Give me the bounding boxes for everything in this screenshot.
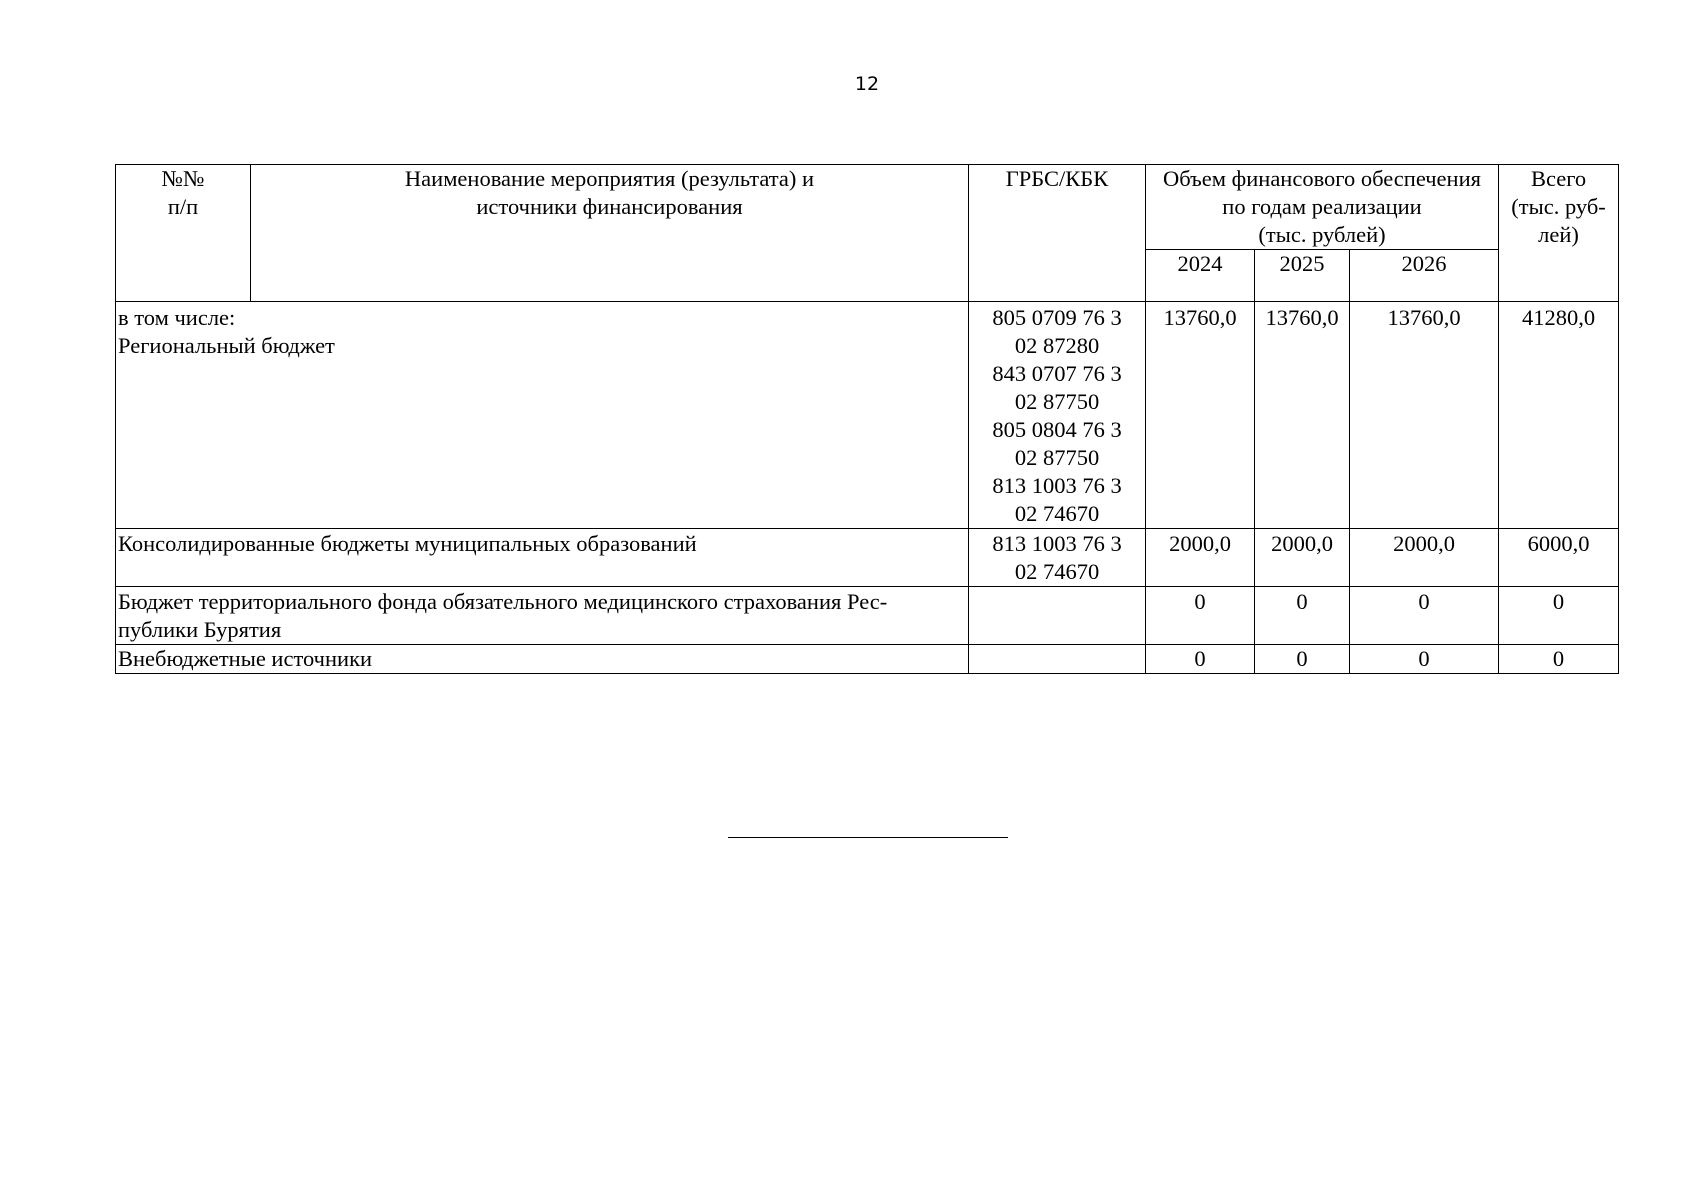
row-value-2026: 2000,0: [1350, 529, 1499, 587]
header-year-2024: 2024: [1146, 250, 1255, 302]
row-name-line2: публики Бурятия: [118, 617, 282, 642]
table-row: [116, 645, 1619, 674]
header-total: [1499, 165, 1619, 302]
header-total-line2: (тыс. руб-: [1511, 194, 1606, 219]
table-row: [116, 587, 1619, 645]
row-value-total: 0: [1499, 587, 1619, 645]
row-name: Внебюджетные источники: [116, 645, 969, 674]
row-value-2026: 13760,0: [1350, 302, 1499, 529]
row-value-2025: 13760,0: [1255, 302, 1350, 529]
row-name: [116, 587, 969, 645]
row-kbk: [969, 587, 1146, 645]
header-total-line1: Всего: [1530, 166, 1587, 191]
row-value-2025: 2000,0: [1255, 529, 1350, 587]
row-value-total: 0: [1499, 645, 1619, 674]
row-value-2025: 0: [1255, 645, 1350, 674]
row-value-total: 41280,0: [1499, 302, 1619, 529]
table-row: [116, 302, 1619, 529]
row-value-2025: 0: [1255, 587, 1350, 645]
row-value-2024: 13760,0: [1146, 302, 1255, 529]
financing-table: [115, 164, 1619, 674]
row-kbk: 805 0709 76 3 02 87280 843 0707 76 3 02 87750 805 0804 76 3 02 87750 813 1003 76 3 02 74670: [969, 302, 1146, 529]
header-volume-line1: Объем финансового обеспечения: [1163, 166, 1481, 191]
row-value-total: 6000,0: [1499, 529, 1619, 587]
table-header-row: [116, 165, 1619, 250]
header-name-line2: источники финансирования: [476, 194, 743, 219]
header-name-line1: Наименование мероприятия (результата) и: [404, 166, 815, 191]
row-value-2026: 0: [1350, 645, 1499, 674]
header-kbk: ГРБС/КБК: [969, 165, 1146, 302]
header-volume: [1146, 165, 1499, 250]
header-total-line3: лей): [1538, 222, 1579, 247]
row-name-line1: Бюджет территориального фонда обязательного медицинского страхования Рес-: [118, 589, 888, 614]
row-kbk: 813 1003 76 3 02 74670: [969, 529, 1146, 587]
row-value-2026: 0: [1350, 587, 1499, 645]
row-name-line2: Региональный бюджет: [118, 333, 335, 358]
row-name: [116, 302, 969, 529]
row-value-2024: 0: [1146, 645, 1255, 674]
row-kbk: [969, 645, 1146, 674]
row-name-line1: в том числе:: [118, 305, 236, 330]
row-value-2024: 0: [1146, 587, 1255, 645]
row-name: Консолидированные бюджеты муниципальных образований: [116, 529, 969, 587]
row-value-2024: 2000,0: [1146, 529, 1255, 587]
table-row: [116, 529, 1619, 587]
header-num: №№ п/п: [116, 165, 251, 302]
header-year-2025: 2025: [1255, 250, 1350, 302]
header-year-2026: 2026: [1350, 250, 1499, 302]
end-separator-line: [728, 837, 1008, 838]
page-number: 12: [854, 73, 880, 95]
header-volume-line2: по годам реализации: [1222, 194, 1422, 219]
header-name: [251, 165, 969, 302]
header-volume-line3: (тыс. рублей): [1258, 222, 1386, 247]
